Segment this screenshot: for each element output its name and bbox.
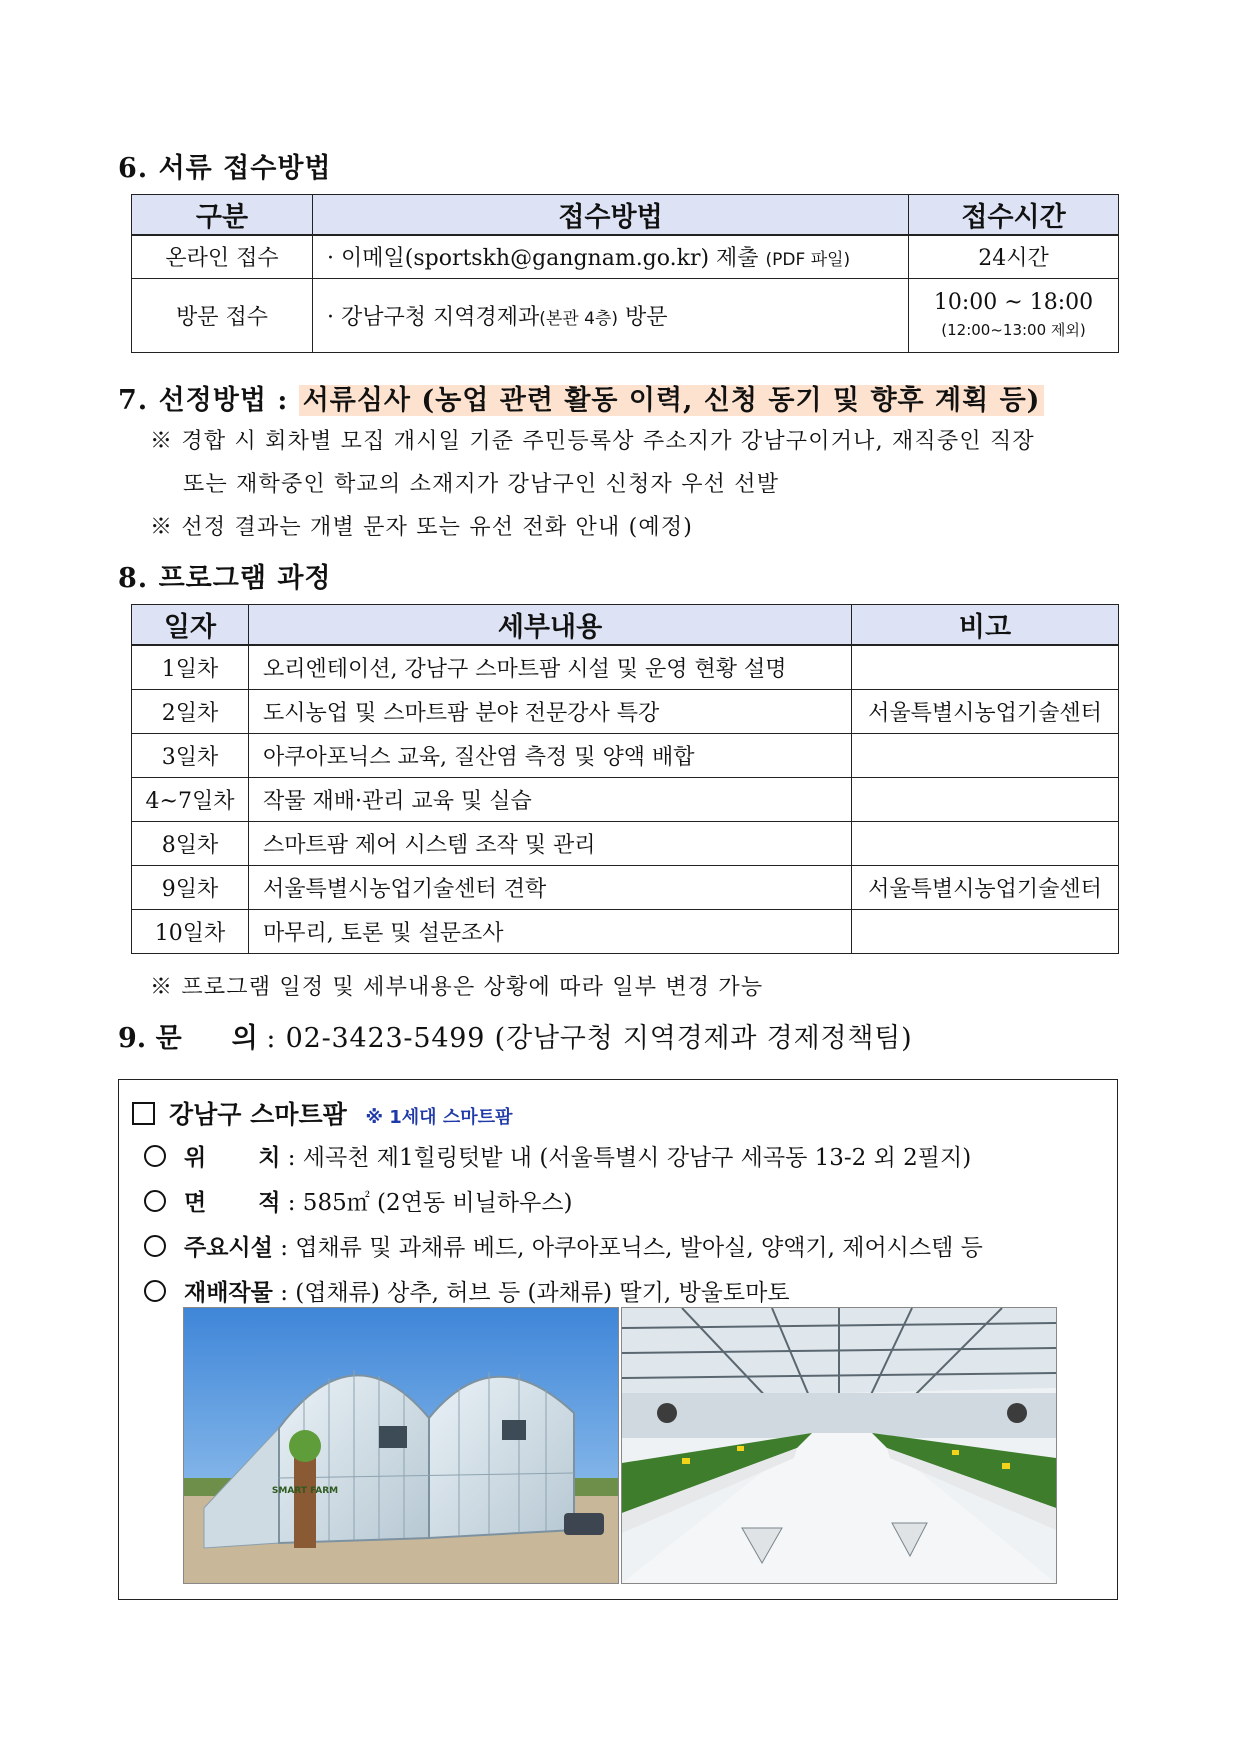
circle-bullet-icon <box>144 1145 166 1167</box>
cell-day: 9일차 <box>132 865 249 909</box>
circle-bullet-icon <box>144 1190 166 1212</box>
info-value: : 세곡천 제1힐링텃밭 내 (서울특별시 강남구 세곡동 13-2 외 2필지) <box>287 1145 972 1171</box>
cell-time <box>909 278 1119 352</box>
contact-text: : 02-3423-5499 (강남구청 지역경제과 경제정책팀) <box>266 1023 913 1054</box>
cell-type: 방문 접수 <box>132 278 313 352</box>
cell-time: 24시간 <box>909 235 1119 278</box>
table-row <box>132 645 1119 689</box>
info-label: 재배작물 <box>184 1279 273 1306</box>
checkbox-square-icon <box>132 1102 155 1125</box>
cell-content: 스마트팜 제어 시스템 조작 및 관리 <box>249 821 852 865</box>
circle-bullet-icon <box>144 1280 166 1302</box>
cell-content: 아쿠아포닉스 교육, 질산염 측정 및 양액 배합 <box>249 733 852 777</box>
farm-title-text: 강남구 스마트팜 <box>169 1100 347 1129</box>
method-tail: 방문 <box>618 304 668 330</box>
section8-heading: 8. 프로그램 과정 <box>118 563 332 594</box>
cell-remark <box>852 909 1119 953</box>
table-row <box>132 909 1119 953</box>
column-header: 비고 <box>852 605 1119 646</box>
column-header: 세부내용 <box>249 605 852 646</box>
selection-method-highlight: 서류심사 (농업 관련 활동 이력, 신청 동기 및 향후 계획 등) <box>299 385 1045 416</box>
cell-method <box>313 278 909 352</box>
method-text: · 이메일(sportskh@gangnam.go.kr) 제출 <box>327 246 759 272</box>
time-note: (12:00~13:00 제외) <box>941 321 1086 339</box>
farm-info-crops <box>144 1274 790 1307</box>
time-text: 10:00 ~ 18:00 <box>933 290 1094 315</box>
info-value: : 엽채류 및 과채류 베드, 아쿠아포닉스, 발아실, 양액기, 제어시스템 등 <box>280 1235 983 1261</box>
application-method-table <box>131 194 1119 353</box>
column-header: 접수시간 <box>909 195 1119 236</box>
cell-remark <box>852 733 1119 777</box>
section7-label: 7. 선정방법 : <box>118 385 289 416</box>
cell-type: 온라인 접수 <box>132 235 313 278</box>
section7-heading <box>118 378 1044 417</box>
info-label: 적 <box>258 1189 281 1216</box>
table-row <box>132 821 1119 865</box>
program-schedule-table <box>131 604 1119 954</box>
smart-farm-title <box>132 1095 512 1131</box>
table-header-row <box>132 605 1119 646</box>
section7-note: ※ 선정 결과는 개별 문자 또는 유선 전화 안내 (예정) <box>150 515 694 540</box>
info-label: 위 <box>184 1144 207 1171</box>
cell-content: 마무리, 토론 및 설문조사 <box>249 909 852 953</box>
table-row <box>132 689 1119 733</box>
farm-subtitle: ※ 1세대 스마트팜 <box>365 1107 513 1128</box>
cell-day: 1일차 <box>132 645 249 689</box>
cell-day: 8일차 <box>132 821 249 865</box>
section9-label-a: 9. 문 <box>118 1023 182 1054</box>
cell-content: 도시농업 및 스마트팜 분야 전문강사 특강 <box>249 689 852 733</box>
cell-remark: 서울특별시농업기술센터 <box>852 865 1119 909</box>
farm-info-location <box>144 1139 971 1172</box>
table-row <box>132 235 1119 278</box>
section8-note: ※ 프로그램 일정 및 세부내용은 상황에 따라 일부 변경 가능 <box>150 975 764 1000</box>
section7-note: 또는 재학중인 학교의 소재지가 강남구인 신청자 우선 선발 <box>183 472 780 497</box>
cell-day: 4~7일차 <box>132 777 249 821</box>
column-header: 접수방법 <box>313 195 909 236</box>
method-note: (PDF 파일) <box>765 250 851 271</box>
info-label: 치 <box>258 1144 281 1171</box>
circle-bullet-icon <box>144 1235 166 1257</box>
table-header-row <box>132 195 1119 236</box>
cell-method <box>313 235 909 278</box>
method-note: (본관 4층) <box>539 308 619 329</box>
info-label: 면 <box>184 1189 207 1216</box>
column-header: 일자 <box>132 605 249 646</box>
section7-note: ※ 경합 시 회차별 모집 개시일 기준 주민등록상 주소지가 강남구이거나, 재직중인 직장 <box>150 429 1035 454</box>
sign-text: SMART FARM <box>271 1486 339 1496</box>
cell-content: 작물 재배·관리 교육 및 실습 <box>249 777 852 821</box>
cell-day: 2일차 <box>132 689 249 733</box>
column-header: 구분 <box>132 195 313 236</box>
table-row <box>132 733 1119 777</box>
method-text: · 강남구청 지역경제과 <box>327 304 540 330</box>
cell-remark: 서울특별시농업기술센터 <box>852 689 1119 733</box>
section9-label-b: 의 <box>231 1023 258 1054</box>
cell-day: 3일차 <box>132 733 249 777</box>
table-row <box>132 777 1119 821</box>
info-value: : (엽채류) 상추, 허브 등 (과채류) 딸기, 방울토마토 <box>280 1280 790 1306</box>
table-row <box>132 865 1119 909</box>
section9-contact <box>118 1016 912 1055</box>
section6-heading: 6. 서류 접수방법 <box>118 153 332 184</box>
greenhouse-exterior-photo <box>183 1307 619 1584</box>
greenhouse-interior-photo <box>621 1307 1057 1584</box>
cell-content: 오리엔테이션, 강남구 스마트팜 시설 및 운영 현황 설명 <box>249 645 852 689</box>
farm-info-facilities <box>144 1229 983 1262</box>
table-row <box>132 278 1119 352</box>
cell-remark <box>852 645 1119 689</box>
cell-content: 서울특별시농업기술센터 견학 <box>249 865 852 909</box>
cell-remark <box>852 821 1119 865</box>
info-value: : 585㎡ (2연동 비닐하우스) <box>287 1190 573 1216</box>
cell-day: 10일차 <box>132 909 249 953</box>
farm-info-area <box>144 1184 572 1217</box>
cell-remark <box>852 777 1119 821</box>
info-label: 주요시설 <box>184 1234 273 1261</box>
